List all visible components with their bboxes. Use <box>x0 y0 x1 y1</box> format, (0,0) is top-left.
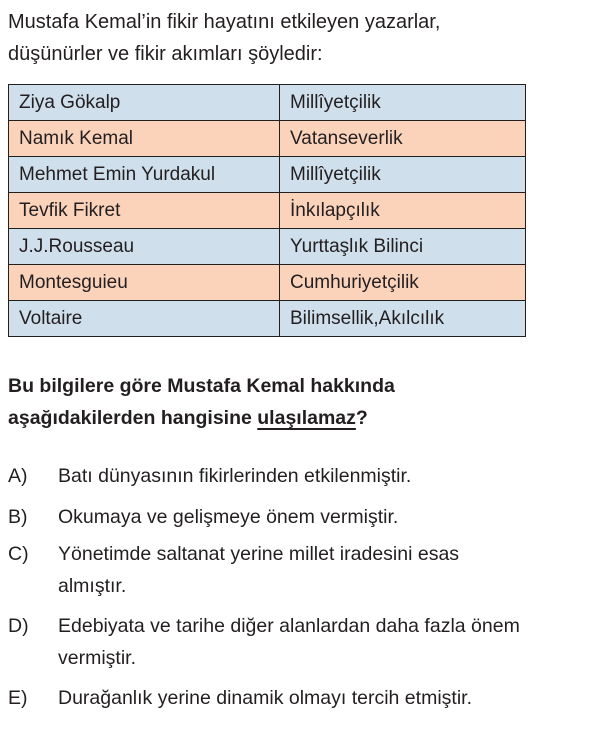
option-text-continued: vermiştir. <box>58 647 136 669</box>
question-line-1: Bu bilgilere göre Mustafa Kemal hakkında <box>8 375 395 397</box>
idea-cell: İnkılapçılık <box>280 193 526 229</box>
option-label: C) <box>8 543 29 565</box>
table-row <box>9 85 526 121</box>
option-e[interactable] <box>8 682 598 714</box>
idea-cell: Bilimsellik,Akılcılık <box>280 301 526 337</box>
option-text-continued: almıştır. <box>58 575 127 597</box>
intro-line-2: düşünürler ve fikir akımları şöyledir: <box>8 43 323 65</box>
option-text: Batı dünyasının fikirlerinden etkilenmiştir. <box>58 465 412 487</box>
table-row <box>9 265 526 301</box>
option-text: Okumaya ve gelişmeye önem vermiştir. <box>58 506 399 528</box>
option-text: Yönetimde saltanat yerine millet iradesini esas <box>58 543 460 565</box>
person-cell: Mehmet Emin Yurdakul <box>9 157 280 193</box>
table-row <box>9 229 526 265</box>
person-cell: Namık Kemal <box>9 121 280 157</box>
person-cell: Montesguieu <box>9 265 280 301</box>
underlined-keyword: ulaşılamaz <box>257 407 356 429</box>
option-text: Edebiyata ve tarihe diğer alanlardan daha fazla önem <box>58 615 520 637</box>
person-cell: J.J.Rousseau <box>9 229 280 265</box>
idea-cell: Yurttaşlık Bilinci <box>280 229 526 265</box>
person-cell: Ziya Gökalp <box>9 85 280 121</box>
question-mark: ? <box>355 407 368 429</box>
option-text: Durağanlık yerine dinamik olmayı tercih etmiştir. <box>58 687 472 709</box>
option-label: E) <box>8 687 28 709</box>
table-row <box>9 157 526 193</box>
option-label: B) <box>8 506 28 528</box>
option-a[interactable] <box>8 460 598 492</box>
influences-table <box>8 84 526 337</box>
intro-text <box>8 6 598 70</box>
option-b[interactable] <box>8 501 598 533</box>
person-cell: Tevfik Fikret <box>9 193 280 229</box>
question-prefix: aşağıdakilerden hangisine <box>8 407 258 429</box>
idea-cell: Millîyetçilik <box>280 157 526 193</box>
question-line-2 <box>8 402 598 434</box>
idea-cell: Vatanseverlik <box>280 121 526 157</box>
intro-line-1: Mustafa Kemal’in fikir hayatını etkileyen yazarlar, <box>8 11 441 33</box>
idea-cell: Millîyetçilik <box>280 85 526 121</box>
table-row <box>9 121 526 157</box>
question-stem <box>8 370 598 434</box>
option-label: D) <box>8 615 29 637</box>
idea-cell: Cumhuriyetçilik <box>280 265 526 301</box>
table-row <box>9 193 526 229</box>
option-label: A) <box>8 465 28 487</box>
person-cell: Voltaire <box>9 301 280 337</box>
table-row <box>9 301 526 337</box>
option-c[interactable] <box>8 538 598 602</box>
option-d[interactable] <box>8 610 598 674</box>
